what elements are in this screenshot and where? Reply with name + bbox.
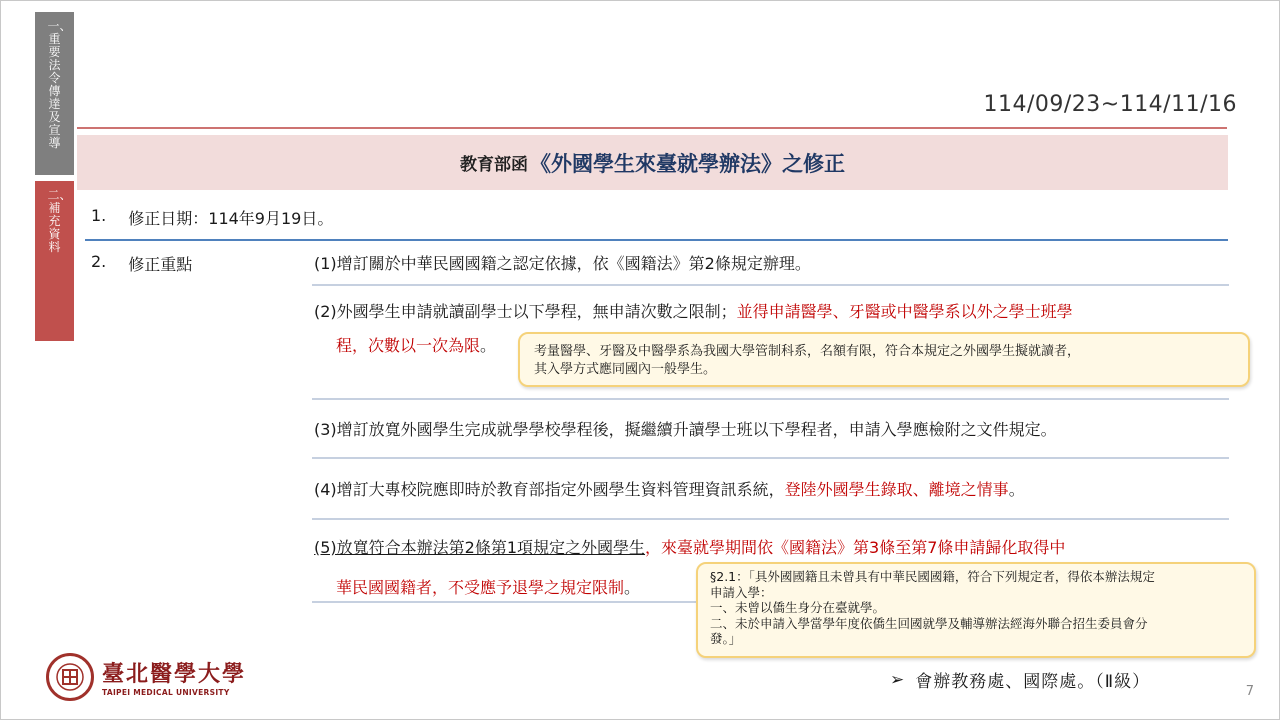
item-text: (2)外國學生申請就讀副學士以下學程，無申請次數之限制； (314, 302, 737, 321)
section-divider (85, 239, 1228, 241)
cosign-text: 會辦教務處、國際處。（Ⅱ級） (915, 672, 1151, 692)
sidebar-tab-supplementary[interactable] (35, 181, 74, 341)
page-number: 7 (1245, 684, 1254, 699)
section-label: 修正重點 (128, 255, 193, 274)
item-highlight: ，來臺就學期間依《國籍法》第3條至第7條申請歸化取得中 (645, 538, 1066, 557)
university-logo (46, 652, 266, 702)
note-line: 其入學方式應同國內一般學生。 (534, 362, 717, 377)
item-divider (312, 457, 1229, 459)
top-divider (77, 127, 1227, 129)
sidebar-tab-legal-notices[interactable] (35, 12, 74, 175)
item-text: 。 (624, 578, 641, 597)
sidebar-tab-label: 二、補充資料 (47, 188, 72, 254)
item-divider (312, 518, 1229, 520)
item-text: 。 (480, 336, 497, 355)
item-divider (312, 398, 1229, 400)
section-amendment-points (91, 252, 192, 275)
item-text: (3)增訂放寬外國學生完成就學學校學程後，擬繼續升讀學士班以下學程者，申請入學應檢附之文件規定。 (314, 420, 1057, 439)
sidebar-tab-label: 一、重要法令傳達及宣導 (47, 19, 72, 150)
seal-emblem-icon (54, 661, 86, 693)
item-highlight: 並得申請醫學、牙醫或中醫學系以外之學士班學 (736, 302, 1073, 321)
section-number: 1. (91, 206, 107, 225)
note-line: 申請入學： (710, 584, 773, 600)
item-highlight: 登陸外國學生錄取、離境之情事 (784, 480, 1009, 499)
item-text: (5)放寬符合本辦法第2條第1項規定之外國學生 (314, 538, 646, 557)
university-seal-icon (46, 653, 94, 701)
note-line: 二、未於申請入學當學年度依僑生回國就學及輔導辦法經海外聯合招生委員會分 (710, 615, 1148, 631)
date-range: 114/09/23~114/11/16 (983, 92, 1237, 117)
callout-note-article-2 (696, 562, 1256, 658)
amendment-item-4 (314, 473, 1025, 507)
item-divider (312, 601, 696, 603)
title-main: 《外國學生來臺就學辦法》之修正 (530, 151, 845, 176)
note-line: §2.1：「具外國國籍且未曾具有中華民國國籍，符合下列規定者，得依本辦法規定 (710, 569, 1155, 584)
title-lead: 教育部函 (460, 155, 528, 175)
amendment-item-3 (314, 413, 1057, 447)
logo-chinese-name: 臺北醫學大學 (102, 661, 247, 687)
item-divider (312, 284, 1229, 286)
note-line: 一、未曾以僑生身分在臺就學。 (710, 600, 886, 615)
logo-english-name: TAIPEI MEDICAL UNIVERSITY (102, 688, 230, 697)
arrow-bullet-icon: ➢ (890, 669, 906, 690)
item-highlight: 華民國國籍者，不受應予退學之規定限制 (336, 578, 625, 597)
section-number: 2. (91, 252, 107, 271)
page-title (77, 135, 1228, 190)
cosign-note (890, 667, 1150, 692)
note-line: 考量醫學、牙醫及中醫學系為我國大學管制科系，名額有限，符合本規定之外國學生擬就讀者， (534, 344, 1081, 359)
note-line: 發。」 (710, 631, 742, 646)
callout-note-medical (518, 332, 1250, 387)
section-label: 修正日期：114年9月19日。 (128, 209, 334, 228)
section-amendment-date (91, 206, 333, 229)
item-text: 。 (1008, 480, 1025, 499)
amendment-item-1 (314, 247, 811, 281)
item-highlight: 程，次數以一次為限 (336, 336, 481, 355)
item-text: (1)增訂關於中華民國國籍之認定依據，依《國籍法》第2條規定辦理。 (314, 254, 811, 273)
item-text: (4)增訂大專校院應即時於教育部指定外國學生資料管理資訊系統， (314, 480, 785, 499)
